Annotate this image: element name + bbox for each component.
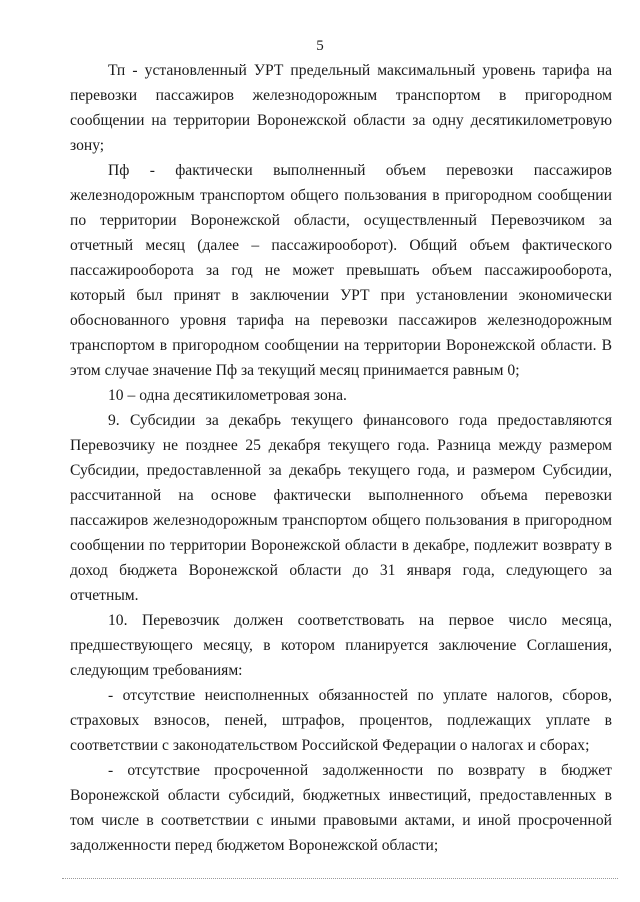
requirement-no-tax-debt: - отсутствие неисполненных обязанностей по уплате налогов, сборов, страховых взносов, пеней, штрафов, процентов, подлежащих уплате в соответствии с законодательством Российской Федерации о налогах и сборах; — [70, 687, 612, 754]
paragraph-pf-definition: Пф - фактически выполненный объем перевозки пассажиров железнодорожным транспортом общего пользования в пригородном сообщении по территории Воронежской области, осуществленный Перевозчиком за отчетный месяц (далее – пассажирооборот). Общий объем фактического пассажирооборота за год не может превышать объем пассажирооборота, который был принят в заключении УРТ при установлении экономически обоснованного уровня тарифа на перевозки пассажиров железнодорожным транспортом в пригородном сообщении на территории Воронежской области. В этом случае значение Пф за текущий месяц принимается равным 0; — [70, 162, 612, 379]
paragraph-item-9: 9. Субсидии за декабрь текущего финансового года предоставляются Перевозчику не позднее 25 декабря текущего года. Разница между размером Субсидии, предоставленной за декабрь текущего года, и размером Субсидии, рассчитанной на основе фактически выполненного объема перевозки пассажиров железнодорожным транспортом общего пользования в пригородном сообщении по территории Воронежской области в декабре, подлежит возврату в доход бюджета Воронежской области до 31 января года, следующего за отчетным. — [70, 412, 612, 604]
paragraph-item-10: 10. Перевозчик должен соответствовать на первое число месяца, предшествующего месяцу, в котором планируется заключение Соглашения, следующим требованиям: — [70, 612, 612, 679]
page-bottom-divider — [62, 878, 618, 879]
page-number: 5 — [316, 38, 324, 54]
paragraph-zone-definition: 10 – одна десятикилометровая зона. — [108, 387, 347, 404]
requirement-no-overdue-debt: - отсутствие просроченной задолженности по возврату в бюджет Воронежской области субсидий, бюджетных инвестиций, предоставленных в том числе в соответствии с иными правовыми актами, и иной просроченной задолженности перед бюджетом Воронежской области; — [70, 762, 612, 854]
paragraph-tp-definition: Тп - установленный УРТ предельный максимальный уровень тарифа на перевозки пассажиров железнодорожным транспортом в пригородном сообщении на территории Воронежской области за одну десятикилометровую зону; — [70, 62, 612, 154]
document-body — [70, 58, 612, 858]
